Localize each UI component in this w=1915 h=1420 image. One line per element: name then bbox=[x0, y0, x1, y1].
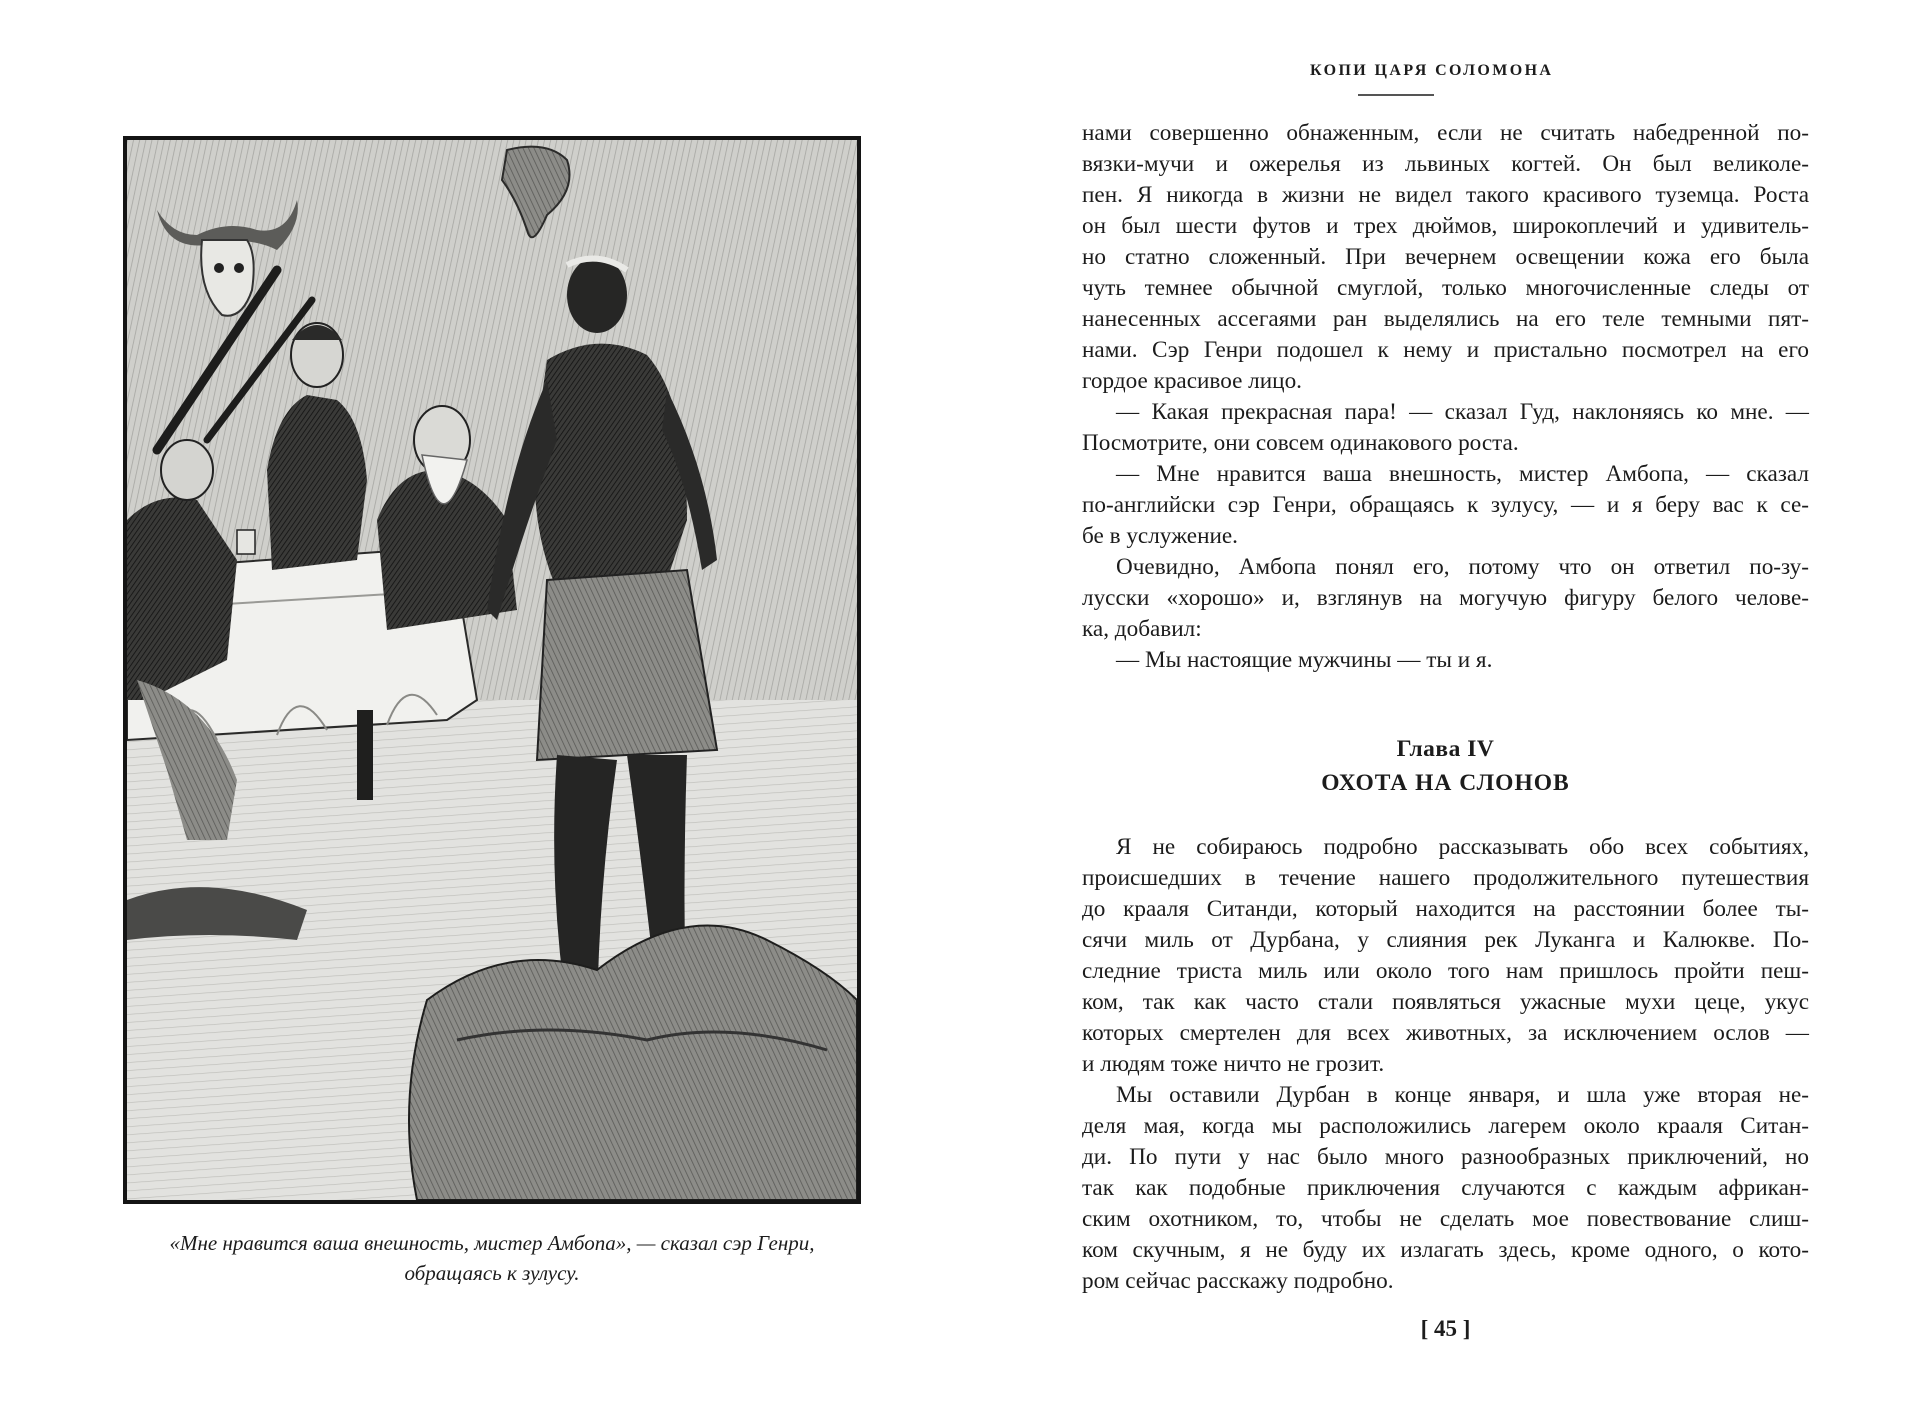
text-line: которых смертелен для всех животных, за исключением ослов — bbox=[1082, 1020, 1809, 1046]
text-line: ком скучным, я не буду их излагать здесь, кроме одного, о кото- bbox=[1082, 1237, 1809, 1263]
text-line: бе в услужение. bbox=[1082, 523, 1238, 549]
text-line: нами. Сэр Генри подошел к нему и пристально посмотрел на его bbox=[1082, 337, 1809, 363]
chapter-number: Глава IV bbox=[1396, 736, 1495, 762]
text-line: так как подобные приключения случаются с каждым африкан- bbox=[1082, 1175, 1809, 1201]
text-line: деля мая, когда мы расположились лагерем около крааля Ситан- bbox=[1082, 1113, 1809, 1139]
text-line: Я не собираюсь подробно рассказывать обо всех событиях, bbox=[1116, 834, 1809, 860]
text-line: вязки-мучи и ожерелья из львиных когтей. Он был великоле- bbox=[1082, 151, 1809, 177]
page-number: [ 45 ] bbox=[1420, 1316, 1471, 1341]
illustration-caption bbox=[123, 1228, 861, 1288]
caption-line: «Мне нравится ваша внешность, мистер Амбопа», — сказал сэр Генри, bbox=[169, 1231, 815, 1255]
text-line: ром сейчас расскажу подробно. bbox=[1082, 1268, 1394, 1294]
text-line: нанесенных ассегаями ран выделялись на его теле темными пят- bbox=[1082, 306, 1809, 332]
text-line: происшедших в течение нашего продолжительного путешествия bbox=[1082, 865, 1809, 891]
text-line: гордое красивое лицо. bbox=[1082, 368, 1302, 394]
text-line: ка, добавил: bbox=[1082, 616, 1202, 642]
text-line: по-английски сэр Генри, обращаясь к зулусу, — и я беру вас к се- bbox=[1082, 492, 1809, 518]
text-line: ским охотником, то, чтобы не сделать мое повествование слиш- bbox=[1082, 1206, 1809, 1232]
body-text-top bbox=[1082, 118, 1809, 676]
text-line: — Какая прекрасная пара! — сказал Гуд, наклоняясь ко мне. — bbox=[1116, 399, 1809, 425]
text-line: сячи миль от Дурбана, у слияния рек Луканга и Калюкве. По- bbox=[1082, 927, 1809, 953]
running-head-rule bbox=[1358, 94, 1434, 96]
body-text-bottom bbox=[1082, 832, 1809, 1297]
text-line: но статно сложенный. При вечернем освещении кожа его была bbox=[1082, 244, 1809, 270]
engraving-illustration bbox=[123, 136, 861, 1204]
text-line: Очевидно, Амбопа понял его, потому что он ответил по-зу- bbox=[1116, 554, 1809, 580]
chapter-title: ОХОТА НА СЛОНОВ bbox=[1321, 770, 1570, 796]
running-head: КОПИ ЦАРЯ СОЛОМОНА bbox=[1310, 62, 1554, 79]
text-line: лусски «хорошо» и, взглянув на могучую фигуру белого челове- bbox=[1082, 585, 1809, 611]
text-line: Мы оставили Дурбан в конце января, и шла уже вторая не- bbox=[1116, 1082, 1809, 1108]
text-line: Посмотрите, они совсем одинакового роста. bbox=[1082, 430, 1519, 456]
text-line: ди. По пути у нас было много разнообразных приключений, но bbox=[1082, 1144, 1809, 1170]
caption-line: обращаясь к зулусу. bbox=[404, 1261, 580, 1285]
text-line: — Мы настоящие мужчины — ты и я. bbox=[1116, 647, 1493, 673]
text-line: — Мне нравится ваша внешность, мистер Амбопа, — сказал bbox=[1116, 461, 1809, 487]
text-line: до крааля Ситанди, который находится на расстоянии более ты- bbox=[1082, 896, 1809, 922]
text-line: нами совершенно обнаженным, если не считать набедренной по- bbox=[1082, 120, 1809, 146]
engraving-picture bbox=[127, 140, 857, 1200]
text-line: пен. Я никогда в жизни не видел такого красивого туземца. Роста bbox=[1082, 182, 1809, 208]
text-line: он был шести футов и трех дюймов, широкоплечий и удивитель- bbox=[1082, 213, 1809, 239]
text-line: и людям тоже ничто не грозит. bbox=[1082, 1051, 1385, 1077]
text-line: ком, так как часто стали появляться ужасные мухи цеце, укус bbox=[1082, 989, 1809, 1015]
text-line: следние триста миль или около того нам пришлось пройти пеш- bbox=[1082, 958, 1809, 984]
text-line: чуть темнее обычной смуглой, только многочисленные следы от bbox=[1082, 275, 1809, 301]
